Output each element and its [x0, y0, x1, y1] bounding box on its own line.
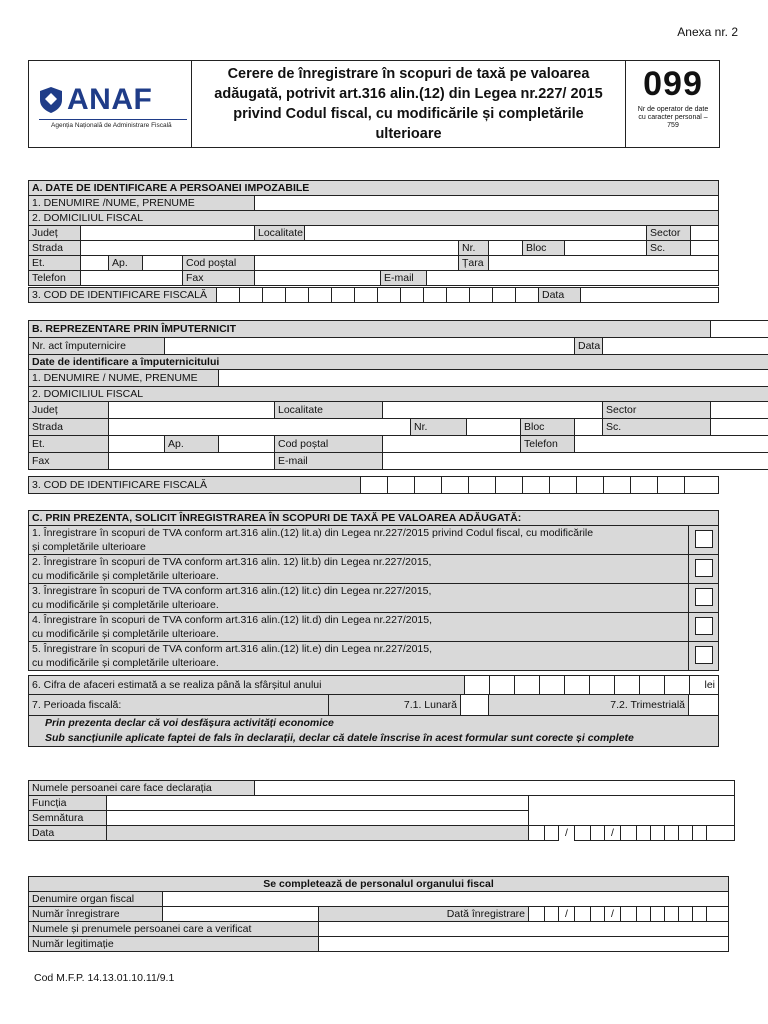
strada-label: Strada — [29, 241, 81, 256]
b-cif-digit[interactable] — [523, 477, 550, 494]
tara-input[interactable] — [489, 256, 719, 271]
id-no-input[interactable] — [319, 937, 729, 952]
ap-label: Ap. — [109, 256, 143, 271]
sc-label: Sc. — [647, 241, 691, 256]
reg-date-digit[interactable] — [665, 907, 679, 922]
section-c-title: C. PRIN PREZENTA, SOLICIT ÎNREGISTRAREA ÎN SCOPURI DE TAXĂ PE VALOAREA ADĂUGATĂ: — [29, 511, 719, 526]
name-input[interactable] — [255, 196, 719, 211]
b-domicile-label: 2. DOMICILIUL FISCAL — [29, 387, 768, 402]
reg-date-digit[interactable] — [545, 907, 559, 922]
date-slash: / — [565, 827, 568, 840]
et-label: Et. — [29, 256, 81, 271]
option-2-line1: 2. Înregistrare în scopuri de TVA conform art.316 alin. 12) lit.b) din Legea nr.227/2015, — [32, 556, 432, 568]
quarterly-checkbox[interactable] — [689, 695, 719, 716]
bloc-input[interactable] — [565, 241, 647, 256]
organ-input[interactable] — [163, 892, 729, 907]
declaration-block — [29, 716, 719, 747]
telefon-label: Telefon — [29, 271, 81, 286]
cif-digit[interactable] — [286, 288, 309, 303]
footer-code: Cod M.F.P. 14.13.01.10.11/9.1 — [34, 972, 175, 984]
declarant-signature-label: Semnătura — [29, 811, 107, 826]
cif-digit[interactable] — [493, 288, 516, 303]
option-3-checkbox[interactable] — [695, 588, 713, 606]
cif-digit[interactable] — [263, 288, 286, 303]
b-cif-digit[interactable] — [442, 477, 469, 494]
organ-label: Denumire organ fiscal — [29, 892, 163, 907]
b-bloc-input[interactable] — [575, 419, 603, 436]
b-sc-label: Sc. — [603, 419, 711, 436]
officer-table — [28, 876, 729, 952]
b-sector-label: Sector — [603, 402, 711, 419]
date-digit[interactable] — [545, 826, 559, 841]
option-3-text — [29, 584, 689, 613]
cif-digit[interactable] — [447, 288, 470, 303]
cif-digit[interactable] — [424, 288, 447, 303]
sector-input[interactable] — [691, 226, 719, 241]
section-b-title: B. REPREZENTARE PRIN ÎMPUTERNICIT — [29, 321, 711, 338]
reg-date-digit[interactable] — [575, 907, 591, 922]
b-cif-digit[interactable] — [604, 477, 631, 494]
reg-date-digit[interactable] — [651, 907, 665, 922]
section-b-check[interactable] — [711, 321, 768, 338]
form-header — [28, 60, 720, 148]
b-ap-input[interactable] — [219, 436, 275, 453]
b-name-input[interactable] — [219, 370, 768, 387]
turnover-digit[interactable] — [465, 676, 490, 695]
monthly-label: 7.1. Lunară — [329, 695, 461, 716]
email-label: E-mail — [381, 271, 427, 286]
b-et-input[interactable] — [109, 436, 165, 453]
shield-icon — [39, 86, 63, 114]
turnover-digit[interactable] — [565, 676, 590, 695]
b-cif-label: 3. COD DE IDENTIFICARE FISCALĂ — [29, 477, 361, 494]
declarant-date-label: Data — [29, 826, 107, 841]
reg-date-digit[interactable] — [529, 907, 545, 922]
option-3-line1: 3. Înregistrare în scopuri de TVA conform art.316 alin.(12) lit.c) din Legea nr.227/2015, — [32, 585, 432, 597]
cif-digit[interactable] — [309, 288, 332, 303]
judet-input[interactable] — [81, 226, 255, 241]
reg-date-digit[interactable] — [707, 907, 729, 922]
data-input[interactable] — [581, 288, 719, 303]
section-a-table — [28, 180, 719, 286]
b-telefon-label: Telefon — [521, 436, 575, 453]
turnover-label: 6. Cifra de afaceri estimată a se realiza până la sfârșitul anului — [29, 676, 465, 695]
reg-date-slash: / — [559, 907, 575, 922]
b-cif-digit[interactable] — [469, 477, 496, 494]
turnover-digit[interactable] — [665, 676, 690, 695]
b-name-label: 1. DENUMIRE / NUME, PRENUME — [29, 370, 219, 387]
turnover-digit[interactable] — [515, 676, 540, 695]
b-judet-input[interactable] — [109, 402, 275, 419]
strada-input[interactable] — [81, 241, 459, 256]
b-fax-label: Fax — [29, 453, 109, 470]
option-5-line1: 5. Înregistrare în scopuri de TVA conform art.316 alin.(12) lit.e) din Legea nr.227/2015, — [32, 643, 433, 655]
declaration-line-2: Sub sancțiunile aplicate faptei de fals în declarații, declar că datele înscrise în acest formular sunt corecte și complete — [45, 732, 634, 744]
option-3-line2: cu modificările și completările ulterioare. — [32, 599, 219, 611]
date-digit[interactable] — [679, 826, 693, 841]
date-slash: / — [605, 826, 621, 841]
period-table — [28, 694, 719, 747]
cod-postal-label: Cod poștal — [183, 256, 255, 271]
b-telefon-input[interactable] — [575, 436, 768, 453]
act-date-input[interactable] — [603, 338, 768, 355]
annex-label: Anexa nr. 2 — [677, 25, 738, 39]
turnover-digit[interactable] — [640, 676, 665, 695]
fax-label: Fax — [183, 271, 255, 286]
reg-date-digit[interactable] — [637, 907, 651, 922]
option-1-line1: 1. Înregistrare în scopuri de TVA conform art.316 alin.(12) lit.a) din Legea nr.227/2015 privind Codul fiscal, cu modificările — [32, 527, 594, 539]
b-nr-input[interactable] — [467, 419, 521, 436]
cif-digit[interactable] — [355, 288, 378, 303]
name-label: 1. DENUMIRE /NUME, PRENUME — [29, 196, 255, 211]
signature-box[interactable] — [529, 796, 735, 826]
cif-digit[interactable] — [470, 288, 493, 303]
date-digit[interactable] — [621, 826, 637, 841]
monthly-checkbox[interactable] — [461, 695, 489, 716]
id-no-label: Număr legitimație — [29, 937, 319, 952]
option-5-text — [29, 642, 689, 671]
declarant-signature-input[interactable] — [107, 811, 529, 826]
period-label: 7. Perioada fiscală: — [29, 695, 329, 716]
lei-label: lei — [690, 676, 719, 695]
b-email-input[interactable] — [383, 453, 768, 470]
section-a-title: A. DATE DE IDENTIFICARE A PERSOANEI IMPOZABILE — [29, 181, 719, 196]
option-2-text — [29, 555, 689, 584]
reg-date-digit[interactable] — [591, 907, 605, 922]
turnover-digit[interactable] — [540, 676, 565, 695]
reg-date-digit[interactable] — [621, 907, 637, 922]
logo-text: ANAF — [67, 83, 153, 116]
localitate-input[interactable] — [305, 226, 647, 241]
b-cif-digit[interactable] — [361, 477, 388, 494]
date-digit[interactable] — [707, 826, 735, 841]
b-judet-label: Județ — [29, 402, 109, 419]
telefon-input[interactable] — [81, 271, 183, 286]
cod-postal-input[interactable] — [255, 256, 459, 271]
bloc-label: Bloc — [523, 241, 565, 256]
b-cod-postal-input[interactable] — [383, 436, 521, 453]
nr-label: Nr. — [459, 241, 489, 256]
form-title: Cerere de înregistrare în scopuri de taxă pe valoarea adăugată, potrivit art.316 alin.(12) din Legea nr.227/ 2015 privind Codul fiscal, cu modificările și completările ulterioare — [192, 61, 626, 147]
option-4-line1: 4. Înregistrare în scopuri de TVA conform art.316 alin.(12) lit.d) din Legea nr.227/2015, — [32, 614, 433, 626]
b-cif-digit[interactable] — [496, 477, 523, 494]
declarant-function-label: Funcția — [29, 796, 107, 811]
operator-note: Nr de operator de date cu caracter personal – 759 — [637, 106, 709, 129]
section-b-subtitle: Date de identificare a împuternicitului — [29, 355, 768, 370]
declarant-name-input[interactable] — [255, 781, 735, 796]
date-digit[interactable] — [575, 826, 591, 841]
option-2-line2: cu modificările și completările ulterioare. — [32, 570, 219, 582]
turnover-table — [28, 675, 719, 695]
section-c-table — [28, 510, 719, 671]
date-digit[interactable] — [693, 826, 707, 841]
section-b-table — [28, 320, 768, 470]
ap-input[interactable] — [143, 256, 183, 271]
section-a-cif — [28, 287, 719, 303]
declarant-table — [28, 780, 735, 841]
turnover-digit[interactable] — [615, 676, 640, 695]
cif-digit[interactable] — [401, 288, 424, 303]
localitate-label: Localitate — [255, 226, 305, 241]
cif-digit[interactable] — [217, 288, 240, 303]
domicile-label: 2. DOMICILIUL FISCAL — [29, 211, 719, 226]
declarant-function-input[interactable] — [107, 796, 529, 811]
option-2-checkbox[interactable] — [695, 559, 713, 577]
anaf-logo — [29, 61, 192, 147]
declaration-line-1: Prin prezenta declar că voi desfășura activități economice — [45, 717, 334, 729]
b-et-label: Et. — [29, 436, 109, 453]
email-input[interactable] — [427, 271, 719, 286]
reg-no-input[interactable] — [163, 907, 319, 922]
b-fax-input[interactable] — [109, 453, 275, 470]
date-digit[interactable] — [665, 826, 679, 841]
b-cif-digit[interactable] — [388, 477, 415, 494]
option-5-checkbox[interactable] — [695, 646, 713, 664]
et-input[interactable] — [81, 256, 109, 271]
reg-date-label: Dată înregistrare — [319, 907, 529, 922]
cif-digit[interactable] — [378, 288, 401, 303]
b-localitate-input[interactable] — [383, 402, 603, 419]
cif-digit[interactable] — [332, 288, 355, 303]
option-1-text — [29, 526, 689, 555]
b-cif-digit[interactable] — [685, 477, 719, 494]
turnover-digit[interactable] — [590, 676, 615, 695]
cif-digit[interactable] — [516, 288, 539, 303]
judet-label: Județ — [29, 226, 81, 241]
reg-date-slash: / — [605, 907, 621, 922]
turnover-digit[interactable] — [490, 676, 515, 695]
data-label: Data — [539, 288, 581, 303]
option-4-text — [29, 613, 689, 642]
logo-subtitle: Agenția Națională de Administrare Fiscală — [51, 122, 172, 129]
reg-date-digit[interactable] — [679, 907, 693, 922]
b-cif-digit[interactable] — [577, 477, 604, 494]
form-code: 099 — [643, 65, 703, 103]
option-4-checkbox[interactable] — [695, 617, 713, 635]
b-email-label: E-mail — [275, 453, 383, 470]
verifier-input[interactable] — [319, 922, 729, 937]
b-localitate-label: Localitate — [275, 402, 383, 419]
quarterly-label: 7.2. Trimestrială — [489, 695, 689, 716]
option-5-line2: cu modificările și completările ulterioare. — [32, 657, 219, 669]
tara-label: Țara — [459, 256, 489, 271]
date-digit[interactable] — [529, 826, 545, 841]
b-strada-input[interactable] — [109, 419, 411, 436]
option-4-line2: cu modificările și completările ulterioare. — [32, 628, 219, 640]
option-1-line2: și completările ulterioare — [32, 541, 146, 553]
sc-input[interactable] — [691, 241, 719, 256]
b-ap-label: Ap. — [165, 436, 219, 453]
b-sc-input[interactable] — [711, 419, 768, 436]
b-nr-label: Nr. — [411, 419, 467, 436]
verifier-label: Numele și prenumele persoanei care a verificat — [29, 922, 319, 937]
b-cod-postal-label: Cod poștal — [275, 436, 383, 453]
reg-no-label: Număr înregistrare — [29, 907, 163, 922]
form-code-box — [627, 61, 719, 147]
officer-title: Se completează de personalul organului fiscal — [29, 877, 729, 892]
option-1-checkbox[interactable] — [695, 530, 713, 548]
b-cif-digit[interactable] — [631, 477, 658, 494]
sector-label: Sector — [647, 226, 691, 241]
b-cif-digit[interactable] — [658, 477, 685, 494]
b-bloc-label: Bloc — [521, 419, 575, 436]
b-sector-input[interactable] — [711, 402, 768, 419]
fax-input[interactable] — [255, 271, 381, 286]
date-digit[interactable] — [637, 826, 651, 841]
date-digit[interactable] — [651, 826, 665, 841]
reg-date-digit[interactable] — [693, 907, 707, 922]
act-input[interactable] — [165, 338, 575, 355]
b-cif-digit[interactable] — [550, 477, 577, 494]
b-strada-label: Strada — [29, 419, 109, 436]
nr-input[interactable] — [489, 241, 523, 256]
section-b-cif — [28, 476, 719, 494]
act-date-label: Data — [575, 338, 603, 355]
b-cif-digit[interactable] — [415, 477, 442, 494]
cif-digit[interactable] — [240, 288, 263, 303]
act-label: Nr. act împuternicire — [29, 338, 165, 355]
date-digit[interactable] — [591, 826, 605, 841]
cif-label: 3. COD DE IDENTIFICARE FISCALĂ — [29, 288, 217, 303]
declarant-name-label: Numele persoanei care face declarația — [29, 781, 255, 796]
